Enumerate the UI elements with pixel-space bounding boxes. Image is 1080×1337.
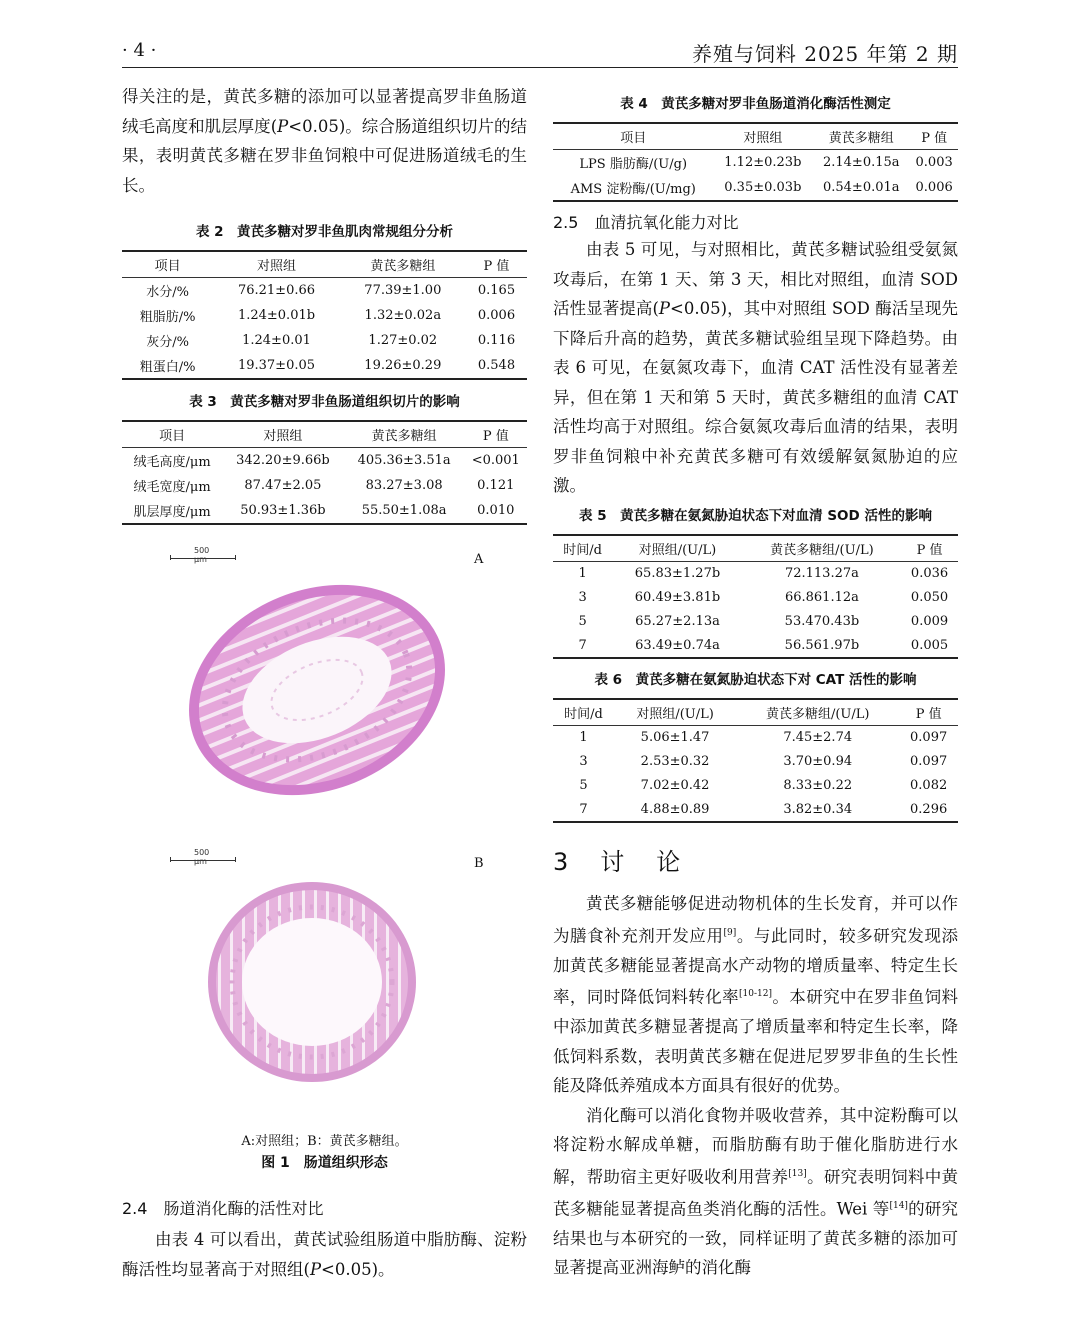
table-5-header: 时间/d [553, 535, 612, 562]
table-4 [553, 92, 958, 202]
table-3-caption: 表 3 黄芪多糖对罗非鱼肠道组织切片的影响 [189, 394, 460, 410]
figure-1: 500 μm A 500 μm B A:对照组；B：黄芪多糖组。 图 1 肠道组织形态 [122, 540, 527, 1180]
table-4-caption: 表 4 黄芪多糖对罗非鱼肠道消化酶活性测定 [620, 96, 891, 112]
histology-image-a [172, 570, 462, 810]
table-2-header: 项目 [122, 251, 213, 278]
table-6-header: P 值 [899, 699, 958, 726]
table-2-header: 黄芪多糖组 [340, 251, 466, 278]
figure-1-caption: 图 1 肠道组织形态 [261, 1155, 388, 1171]
table-5-header: 黄芪多糖组/(U/L) [743, 535, 901, 562]
table-6-caption: 表 6 黄芪多糖在氨氮胁迫状态下对 CAT 活性的影响 [594, 672, 917, 688]
panel-label-b: B [474, 856, 484, 871]
table-3-header: 对照组 [222, 421, 344, 448]
table-6-header: 时间/d [553, 699, 614, 726]
table-2-header: 对照组 [213, 251, 339, 278]
table-4-header: P 值 [910, 123, 958, 150]
journal-title: 养殖与饲料 2025 年第 2 期 [691, 42, 958, 66]
table-row: LPS 脂肪酶/(U/g) 1.12±0.23b 2.14±0.15a 0.003 [579, 155, 953, 172]
table-6-header: 黄芪多糖组/(U/L) [736, 699, 899, 726]
table-row: 3 2.53±0.32 3.70±0.94 0.097 [579, 754, 948, 769]
histology-image-b [202, 870, 422, 1090]
section-2-4 [122, 1196, 527, 1284]
panel-label-a: A [474, 552, 484, 567]
table-row: 绒毛高度/μm 342.20±9.66b 405.36±3.51a <0.001 [133, 453, 520, 470]
table-3-header: 黄芪多糖组 [344, 421, 465, 448]
table-5 [553, 504, 958, 659]
left-column [122, 82, 527, 200]
table-row: 1 65.83±1.27b 72.113.27a 0.036 [578, 566, 949, 582]
table-row: 7 63.49±0.74a 56.561.97b 0.005 [578, 637, 949, 653]
table-row: 1 5.06±1.47 7.45±2.74 0.097 [579, 730, 948, 746]
table-row: 5 65.27±2.13a 53.470.43b 0.009 [578, 614, 949, 629]
table-row: 绒毛宽度/μm 87.47±2.05 83.27±3.08 0.121 [133, 478, 515, 495]
table-row: 粗蛋白/% 19.37±0.05 19.26±0.29 0.548 [139, 358, 516, 375]
table-row: 5 7.02±0.42 8.33±0.22 0.082 [579, 778, 948, 793]
table-row: 水分/% 76.21±0.66 77.39±1.00 0.165 [146, 283, 516, 300]
table-5-caption: 表 5 黄芪多糖在氨氮胁迫状态下对血清 SOD 活性的影响 [579, 508, 932, 524]
table-row: 粗脂肪/% 1.24±0.01b 1.32±0.02a 0.006 [139, 308, 516, 325]
section-3-heading: 3 讨 论 [553, 848, 685, 876]
table-row: 7 4.88±0.89 3.82±0.34 0.296 [579, 801, 948, 817]
table-row: AMS 淀粉酶/(U/mg) 0.35±0.03b 0.54±0.01a 0.006 [570, 180, 953, 197]
discussion-paragraph-1: 黄芪多糖能够促进动物机体的生长发育，并可以作为膳食补充剂开发应用[9]。与此同时，较多研究发现添加黄芪多糖能显著提高水产动物的增质量率、特定生长率，同时降低饲料转化率[10-12]。本研究中在罗非鱼饲料中添加黄芪多糖显著提高了增质量率和特定生长率，降低饲料系数，表明黄芪多糖在促进尼罗罗非鱼的生长性能及降低养殖成本方面具有很好的优势。 [553, 894, 959, 1095]
page-number: · 4 · [122, 40, 157, 61]
page-header [122, 38, 958, 68]
table-5-header: P 值 [901, 535, 958, 562]
section-2-4-heading: 2.4 肠道消化酶的活性对比 [122, 1199, 324, 1218]
table-4-header: 黄芪多糖组 [812, 123, 910, 150]
section-3 [553, 842, 958, 1283]
table-4-header: 对照组 [713, 123, 812, 150]
table-row: 肌层厚度/μm 50.93±1.36b 55.50±1.08a 0.010 [133, 503, 515, 520]
section-2-4-text: 由表 4 可以看出，黄芪试验组肠道中脂肪酶、淀粉酶活性均显著高于对照组(P<0.05)。 [122, 1230, 527, 1279]
table-4-header: 项目 [553, 123, 713, 150]
table-6 [553, 668, 958, 823]
table-5-header: 对照组/(U/L) [612, 535, 743, 562]
discussion-paragraph-2: 消化酶可以消化食物并吸收营养，其中淀粉酶可以将淀粉水解成单糖，而脂肪酶有助于催化脂肪进行水解，帮助宿主更好吸收利用营养[13]。研究表明饲料中黄芪多糖能显著提高鱼类消化酶的活性。Wei 等[14]的研究结果也与本研究的一致，同样证明了黄芪多糖的添加可显著提高亚洲海鲈的消化酶 [553, 1105, 959, 1277]
section-2-5 [553, 210, 958, 501]
table-2-header: P 值 [466, 251, 527, 278]
table-2 [122, 220, 527, 380]
figure-1-legend: A:对照组；B：黄芪多糖组。 [241, 1134, 408, 1149]
table-3-header: P 值 [465, 421, 527, 448]
section-2-5-heading: 2.5 血清抗氧化能力对比 [553, 213, 739, 232]
table-row: 灰分/% 1.24±0.01 1.27±0.02 0.116 [146, 333, 516, 350]
table-3-header: 项目 [122, 421, 222, 448]
table-3 [122, 390, 527, 525]
table-6-header: 对照组/(U/L) [614, 699, 736, 726]
section-2-5-text: 由表 5 可见，与对照相比，黄芪多糖试验组受氨氮攻毒后，在第 1 天、第 3 天，相比对照组，血清 SOD 活性显著提高(P<0.05)，其中对照组 SOD 酶活呈现先下降后升高的趋势，黄芪多糖试验组呈现下降趋势。由表 6 可见，在氨氮攻毒下，血清 CAT 活性没有显著差异，但在第 1 天和第 5 天时，黄芪多糖组的血清 CAT 活性均高于对照组。综合氨氮攻毒后血清的结果，表明罗非鱼饲粮中补充黄芪多糖可有效缓解氨氮胁迫的应激。 [553, 240, 959, 495]
intro-paragraph: 得关注的是，黄芪多糖的添加可以显著提高罗非鱼肠道绒毛高度和肌层厚度(P<0.05)。综合肠道组织切片的结果，表明黄芪多糖在罗非鱼饲粮中可促进肠道绒毛的生长。 [122, 87, 527, 195]
table-2-caption: 表 2 黄芪多糖对罗非鱼肌肉常规组分分析 [195, 224, 454, 240]
table-row: 3 60.49±3.81b 66.861.12a 0.050 [578, 590, 949, 605]
